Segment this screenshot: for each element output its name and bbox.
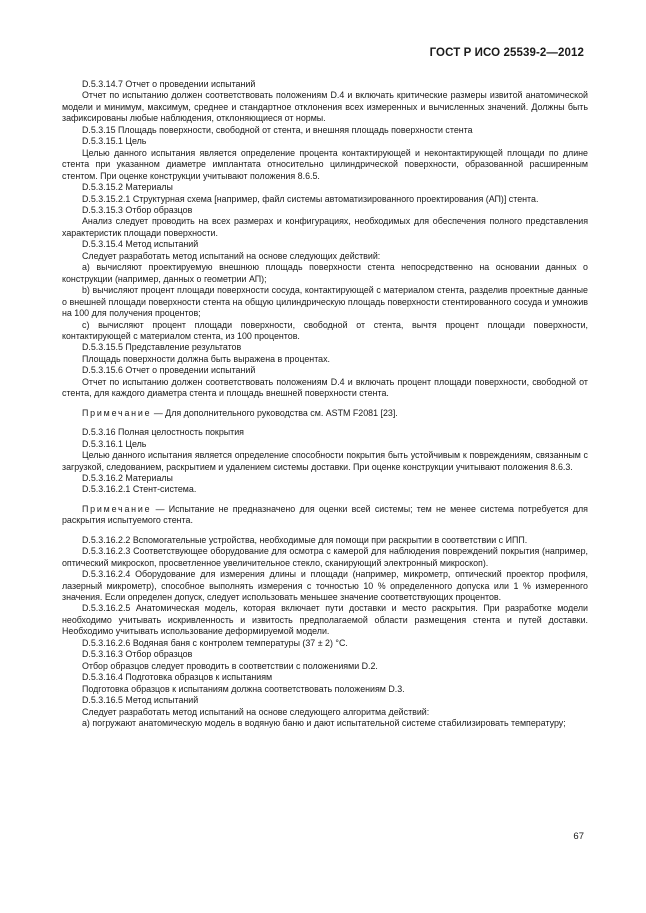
paragraph: Анализ следует проводить на всех размерах и конфигурациях, необходимых для обеспечения полного представления характеристик площади поверхности. bbox=[62, 216, 588, 238]
paragraph: Отчет по испытанию должен соответствовать положениям D.4 и включать процент площади поверхности, свободной от стента, для каждого диаметра стента и площадь внешней поверхности стента. bbox=[62, 376, 588, 399]
note-text: — Испытание не предназначено для оценки всей системы; тем не менее система потребуется для раскрытия испытуемого стента. bbox=[62, 503, 588, 526]
section-heading: D.5.3.15.6 Отчет о проведении испытаний bbox=[82, 365, 256, 376]
section-heading: D.5.3.15.2 Материалы bbox=[82, 182, 173, 193]
standard-header: ГОСТ Р ИСО 25539-2—2012 bbox=[429, 47, 584, 59]
section-heading: D.5.3.15.3 Отбор образцов bbox=[82, 204, 193, 215]
paragraph: Следует разработать метод испытаний на основе следующих действий: bbox=[82, 250, 381, 261]
paragraph: D.5.3.16.2.1 Стент-система. bbox=[82, 484, 197, 495]
note bbox=[62, 408, 588, 419]
paragraph: D.5.3.16.2.5 Анатомическая модель, которая включает пути доставки и место раскрытия. При разработке модели необходимо учитывать искривленность и извитость предполагаемой области размещения стента и путей доставки. Необходимо учитывать использование деформируемой модели. bbox=[62, 603, 588, 637]
page-number: 67 bbox=[573, 831, 584, 842]
list-item: а) вычисляют проектируемую внешнюю площадь поверхности стента непосредственно на основании данных о конструкции (например, данных о геометрии АП); bbox=[62, 262, 588, 284]
paragraph: Следует разработать метод испытаний на основе следующего алгоритма действий: bbox=[82, 706, 430, 717]
note-label: Примечание bbox=[82, 407, 152, 418]
paragraph: Подготовка образцов к испытаниям должна соответствовать положениям D.3. bbox=[82, 683, 405, 694]
section-heading: D.5.3.16.1 Цель bbox=[82, 438, 147, 449]
list-item: а) погружают анатомическую модель в водяную баню и дают испытательной системе стабилизировать температуру; bbox=[82, 718, 566, 729]
paragraph: Целью данного испытания является определение процента контактирующей и неконтактирующей площади по длине стента при указанном диаметре имплантата относительно цилиндрической поверхности, образованной расширенным стентом. При оценке конструкции учитывают положения 8.6.5. bbox=[62, 147, 588, 181]
note-text: — Для дополнительного руководства см. ASTM F2081 [23]. bbox=[151, 407, 398, 418]
paragraph: Отчет по испытанию должен соответствовать положениям D.4 и включать критические размеры извитой анатомической модели и минимум, максимум, среднее и стандартное отклонения всех измеренных и вычисленных значений. Должны быть зафиксированы любые наблюдения, отклоняющиеся от нормы. bbox=[62, 90, 588, 124]
paragraph: D.5.3.16.2.4 Оборудование для измерения длины и площади (например, микрометр, оптический проектор профиля, лазерный микрометр), способное выполнять измерения с точностью 10 % определенного допуска или 1 % измеренного значения. Если определен допуск, следует использовать меньшее значение соответствующих процентов. bbox=[62, 569, 588, 603]
list-item: b) вычисляют процент площади поверхности сосуда, контактирующей с материалом стента, разделив проектные данные о внешней площади поверхности стента на общую цилиндрическую площадь поверхности стентированного сосуда и умножив на 100 для получения процентов; bbox=[62, 285, 588, 319]
section-heading: D.5.3.14.7 Отчет о проведении испытаний bbox=[82, 79, 256, 89]
paragraph: D.5.3.16.2.6 Водяная баня с контролем температуры (37 ± 2) °С. bbox=[82, 637, 348, 648]
section-heading: D.5.3.15.4 Метод испытаний bbox=[82, 239, 199, 250]
section-heading: D.5.3.16.4 Подготовка образцов к испытаниям bbox=[82, 672, 273, 683]
section-heading: D.5.3.15 Площадь поверхности, свободной от стента, и внешняя площадь поверхности стента bbox=[82, 124, 473, 135]
paragraph: Целью данного испытания является определение способности покрытия быть устойчивым к повреждениям, связанным с загрузкой, следованием, раскрытием и удалением системы доставки. При оценке конструкции учитывают положения 8.6.3. bbox=[62, 450, 588, 472]
document-body bbox=[62, 79, 588, 729]
paragraph: D.5.3.15.2.1 Структурная схема [например, файл системы автоматизированного проектирования (АП)] стента. bbox=[82, 193, 539, 204]
section-heading: D.5.3.15.5 Представление результатов bbox=[82, 342, 242, 353]
note bbox=[62, 504, 588, 527]
section-heading: D.5.3.16.5 Метод испытаний bbox=[82, 695, 199, 706]
section-heading: D.5.3.16.3 Отбор образцов bbox=[82, 649, 193, 660]
paragraph: Площадь поверхности должна быть выражена в процентах. bbox=[82, 353, 331, 364]
paragraph: D.5.3.16.2.3 Соответствующее оборудование для осмотра с камерой для наблюдения повреждений покрытия (например, оптический микроскоп, просветленное увеличительное стекло, сканирующий электронный микроскоп). bbox=[62, 546, 588, 568]
paragraph: D.5.3.16.2.2 Вспомогательные устройства, необходимые для помощи при раскрытии в соответствии с ИПП. bbox=[82, 534, 528, 545]
paragraph: Отбор образцов следует проводить в соответствии с положениями D.2. bbox=[82, 660, 378, 671]
section-heading: D.5.3.16 Полная целостность покрытия bbox=[82, 427, 244, 438]
section-heading: D.5.3.15.1 Цель bbox=[82, 136, 147, 147]
section-heading: D.5.3.16.2 Материалы bbox=[82, 472, 173, 483]
list-item: с) вычисляют процент площади поверхности, свободной от стента, вычтя процент площади поверхности, контактирующей с материалом стента, из 100 процентов. bbox=[62, 319, 588, 341]
note-label: Примечание bbox=[82, 503, 152, 514]
